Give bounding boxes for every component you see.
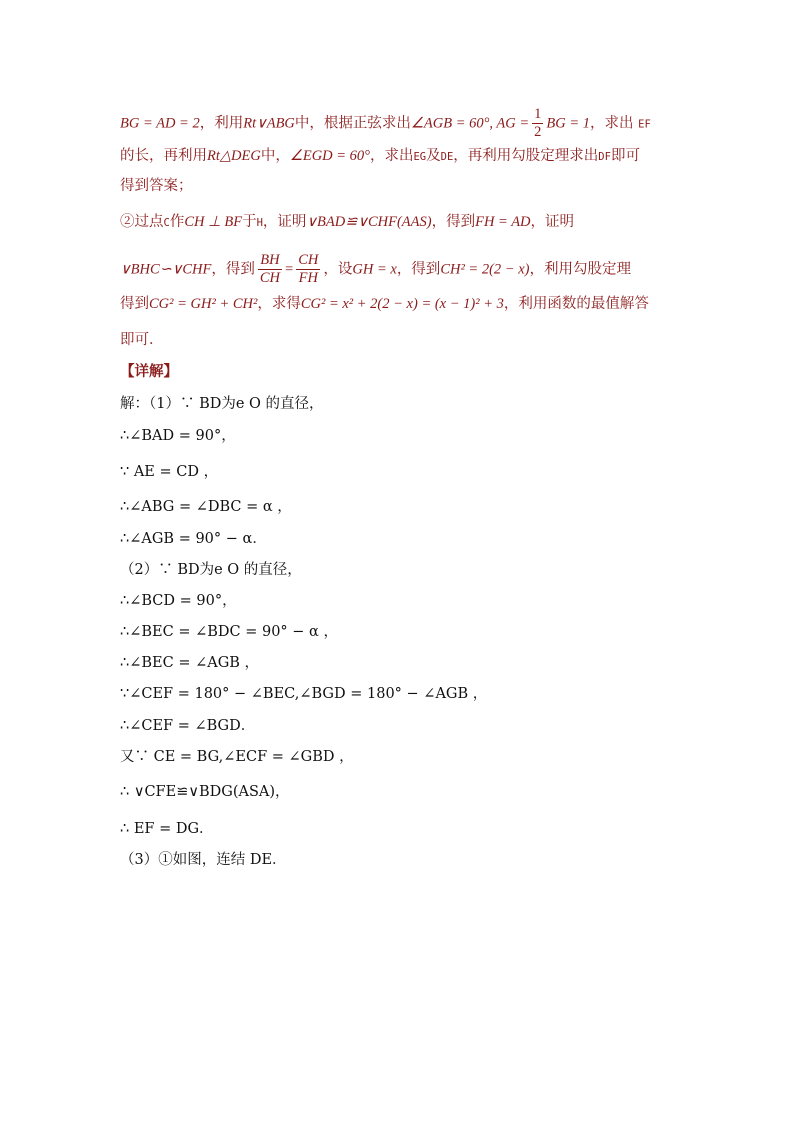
text-run: ，得到 xyxy=(431,214,476,230)
solution-line: ∴∠BEC = ∠BDC = 90° − α ， xyxy=(120,624,338,640)
text-run: 中，根据正弦求出 xyxy=(294,115,411,132)
text-run: ②过点 xyxy=(120,214,164,230)
equals-sign: = xyxy=(285,261,294,278)
label-code: C xyxy=(163,217,170,229)
math-expression: CH ⊥ BF xyxy=(184,214,243,230)
fraction-denominator: CH xyxy=(259,270,281,286)
label-code: EG xyxy=(413,151,427,163)
text-run: 作 xyxy=(169,214,185,230)
solution-line: （2）∵ BD为e O 的直径， xyxy=(120,562,302,578)
solution-line: ∴∠BCD = 90°， xyxy=(120,593,237,609)
math-expression: ∠AGB = 60°, AG = xyxy=(410,115,530,132)
analysis-line-3: 得到答案； xyxy=(120,178,193,194)
math-expression: FH = AD xyxy=(475,214,531,230)
text-run: ，求出 xyxy=(369,148,414,164)
analysis-line-6 xyxy=(120,294,649,314)
label-code: DE xyxy=(440,151,454,163)
math-expression: GH = x xyxy=(352,261,397,278)
text-run: ，求得 xyxy=(257,296,301,312)
math-expression: BG = AD = 2 xyxy=(120,115,200,132)
solution-line: ∴∠ABG = ∠DBC = α ， xyxy=(120,499,292,515)
text-run: ，得到 xyxy=(211,261,255,278)
solution-line: ∴ EF = DG． xyxy=(120,821,214,837)
fraction xyxy=(532,106,543,141)
math-expression: ∨BHC∽∨CHF xyxy=(120,261,212,278)
math-expression: BG = 1 xyxy=(546,115,591,132)
text-run: ，再利用勾股定理求出 xyxy=(453,148,599,164)
math-expression: ∨BAD≌∨CHF xyxy=(306,214,397,230)
solution-line: ∴∠AGB = 90° − α． xyxy=(120,531,267,547)
text-run: ，利用勾股定理 xyxy=(529,261,631,278)
analysis-line-5 xyxy=(120,252,631,287)
label-code: H xyxy=(256,217,263,229)
solution-line: ∴ ∨CFE≌∨BDG(ASA)， xyxy=(120,784,290,800)
text-run: ，设 xyxy=(323,261,353,278)
math-expression: Rt∨ABG xyxy=(243,115,295,132)
analysis-line-1 xyxy=(120,106,651,141)
text-run: ，证明 xyxy=(262,214,307,230)
solution-line: 解：（1）∵ BD为e O 的直径， xyxy=(120,396,324,412)
label-code: DF xyxy=(598,151,611,163)
solution-line: ∴∠CEF = ∠BGD． xyxy=(120,718,256,734)
analysis-line-4 xyxy=(120,212,574,233)
solution-line: ∴∠BAD = 90°， xyxy=(120,428,236,444)
math-expression: (AAS) xyxy=(396,214,432,230)
text-run: ，利用 xyxy=(199,115,244,132)
text-run: ，利用函数的最值解答 xyxy=(503,296,649,312)
text-run: ，得到 xyxy=(396,261,441,278)
math-expression: CH² = 2(2 − x) xyxy=(440,261,530,278)
fraction xyxy=(296,252,320,287)
text-run: 及 xyxy=(426,148,441,164)
fraction xyxy=(258,252,282,287)
analysis-line-7: 即可． xyxy=(120,332,164,348)
math-expression: ∠EGD = 60° xyxy=(289,148,370,164)
fraction-denominator: 2 xyxy=(534,124,542,140)
text-run: 即可 xyxy=(610,148,640,164)
math-expression: CG² = GH² + CH² xyxy=(149,296,258,312)
fraction-numerator: 1 xyxy=(534,106,542,122)
text-run: ，证明 xyxy=(530,214,575,230)
solution-line: 又∵ CE = BG,∠ECF = ∠GBD ， xyxy=(120,749,354,765)
fraction-denominator: FH xyxy=(298,270,318,286)
text-run: 于 xyxy=(242,214,257,230)
solution-line: （3）①如图，连结 DE． xyxy=(120,852,287,868)
text-run: 的长，再利用 xyxy=(120,148,207,164)
math-expression: Rt△DEG xyxy=(207,148,261,164)
text-run: 得到 xyxy=(120,296,149,312)
text-run: ，求出 xyxy=(590,115,634,132)
detail-heading: 【详解】 xyxy=(120,363,178,380)
math-expression: CG² = x² + 2(2 − x) = (x − 1)² + 3 xyxy=(300,296,504,312)
label-code: EF xyxy=(638,118,651,131)
solution-line: ∵∠CEF = 180° − ∠BEC,∠BGD = 180° − ∠AGB ， xyxy=(120,686,488,702)
text-run: 中， xyxy=(260,148,290,164)
solution-line: ∵ AE = CD ， xyxy=(120,464,219,480)
solution-line: ∴∠BEC = ∠AGB ， xyxy=(120,655,260,671)
analysis-line-2 xyxy=(120,146,640,167)
fraction-numerator: BH xyxy=(260,252,280,268)
fraction-numerator: CH xyxy=(298,252,319,268)
